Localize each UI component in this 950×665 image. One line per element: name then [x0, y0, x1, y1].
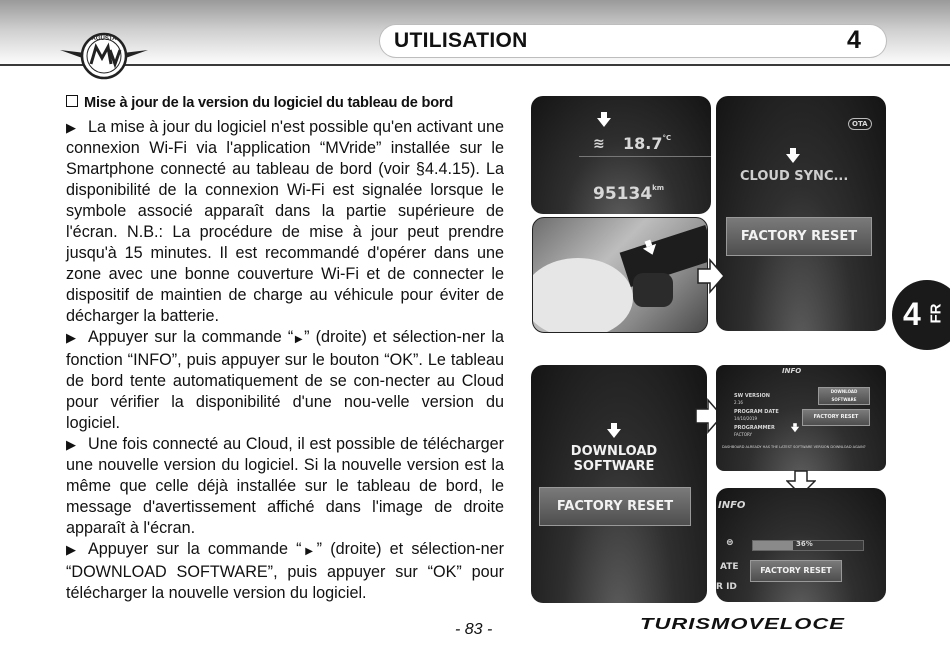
progress-info-title: INFO — [718, 500, 746, 511]
down-arrow-icon — [791, 427, 799, 432]
progress-fill — [753, 541, 793, 550]
sw-version-value: 2.16 — [734, 400, 743, 405]
right-arrow-icon: ▶ — [301, 546, 317, 557]
down-arrow-icon — [597, 118, 611, 127]
bullet-triangle-icon: ▶ — [66, 542, 76, 557]
download-software-button[interactable]: DOWNLOAD SOFTWARE — [818, 387, 870, 405]
page-number: - 83 - — [455, 621, 493, 638]
sw-version-label: SW VERSION — [734, 393, 770, 399]
ota-badge: OTA — [848, 118, 872, 130]
switch-block — [633, 273, 673, 307]
glove-shape — [532, 258, 633, 333]
section-title: Mise à jour de la version du logiciel du tableau de bord — [66, 95, 506, 111]
factory-reset-button[interactable]: FACTORY RESET — [750, 560, 842, 582]
cloud-sync-screen — [716, 96, 886, 331]
paragraph-4: ▶ Appuyer sur la commande “▶” (droite) et sélection-ner “DOWNLOAD SOFTWARE”, puis appuyer sur “OK” pour télécharger la nouvelle version du logiciel. — [66, 540, 504, 602]
mv-agusta-logo — [58, 20, 150, 84]
checkbox-icon — [66, 95, 78, 107]
cloud-sync-status: CLOUD SYNC... — [740, 169, 849, 184]
programmer-value: FACTORY — [734, 432, 752, 437]
factory-reset-button[interactable]: FACTORY RESET — [539, 487, 691, 526]
odometer-value: $95134^{km}$ — [593, 184, 665, 204]
paragraph-3: ▶ Une fois connecté au Cloud, il est possible de télécharger une nouvelle version du logiciel. Si la nouvelle version est la même que celle déjà installée sur le tableau de bord, le message d'avertissement affiché dans l'image de droite apparaît à l'écran. — [66, 435, 504, 537]
logo-text: AGUSTA — [91, 36, 117, 42]
progress-percent: 36% — [796, 540, 813, 548]
body-text — [66, 117, 504, 604]
right-arrow-icon: ▶ — [293, 334, 305, 345]
info-screen — [716, 365, 886, 471]
factory-reset-button[interactable]: FACTORY RESET — [802, 409, 870, 426]
bullet-triangle-icon: ▶ — [66, 437, 76, 452]
paragraph-1: ▶ La mise à jour du logiciel n'est possible qu'en activant une connexion Wi-Fi via l'application “MVride” installée sur le Smartphone connecté au tableau de bord (voir §4.4.15). La disponibilité de la connexion Wi-Fi est signalée lorsque le symbole associé apparaît dans la partie supérieure de l'écran. N.B.: La procédure de mise à jour peut prendre jusqu'à 15 minutes. Il est recommandé d'opérer dans une zone avec une bonne couverture Wi-Fi et de connecter le dispositif de maintien de charge au véhicule pour éviter de décharger la batterie. — [66, 118, 504, 325]
bullet-triangle-icon: ▶ — [66, 330, 76, 345]
program-date-value: 14/10/2019 — [734, 416, 758, 421]
right-arrow-icon — [696, 258, 726, 294]
warning-message: DASHBOARD ALREADY HAS THE LATEST SOFTWARE VERSION DOWNLOAD AGAIN? — [722, 445, 866, 449]
paragraph-2: ▶ Appuyer sur la commande “▶” (droite) et sélection-ner la fonction “INFO”, puis appuyer sur le bouton “OK”. Le tableau de bord tente automatiquement de se con-necter au Cloud pour vérifier la disponibilité d'une nou-velle version du logiciel. — [66, 328, 504, 432]
bullet-triangle-icon: ▶ — [66, 120, 76, 135]
chapter-tab-language: FR — [927, 303, 945, 324]
label-rid: R ID — [716, 582, 737, 592]
programmer-label: PROGRAMMER — [734, 425, 775, 431]
down-arrow-icon — [786, 154, 800, 163]
brand-wordmark: TURISMOVELOCE — [640, 615, 845, 633]
label-ate: ATE — [720, 562, 739, 572]
down-arrow-icon — [607, 429, 621, 438]
program-date-label: PROGRAM DATE — [734, 409, 779, 415]
download-screen — [531, 365, 707, 603]
chapter-number: 4 — [847, 26, 861, 54]
chapter-tab-number: 4 — [903, 296, 921, 332]
factory-reset-button[interactable]: FACTORY RESET — [726, 217, 872, 256]
download-progress-screen — [716, 488, 886, 602]
handlebar-photo — [532, 217, 708, 333]
info-title: INFO — [782, 367, 802, 375]
dash-wifi-screen — [531, 96, 711, 214]
download-software-button[interactable]: DOWNLOAD SOFTWARE — [570, 444, 658, 474]
temperature-value: $18.7^{^\circ C}$ — [623, 134, 672, 153]
dash-divider — [579, 156, 711, 157]
page-title: UTILISATION — [394, 29, 528, 52]
wifi-icon: ≋ — [593, 136, 605, 152]
cloud-icon: ⊜ — [726, 538, 734, 548]
